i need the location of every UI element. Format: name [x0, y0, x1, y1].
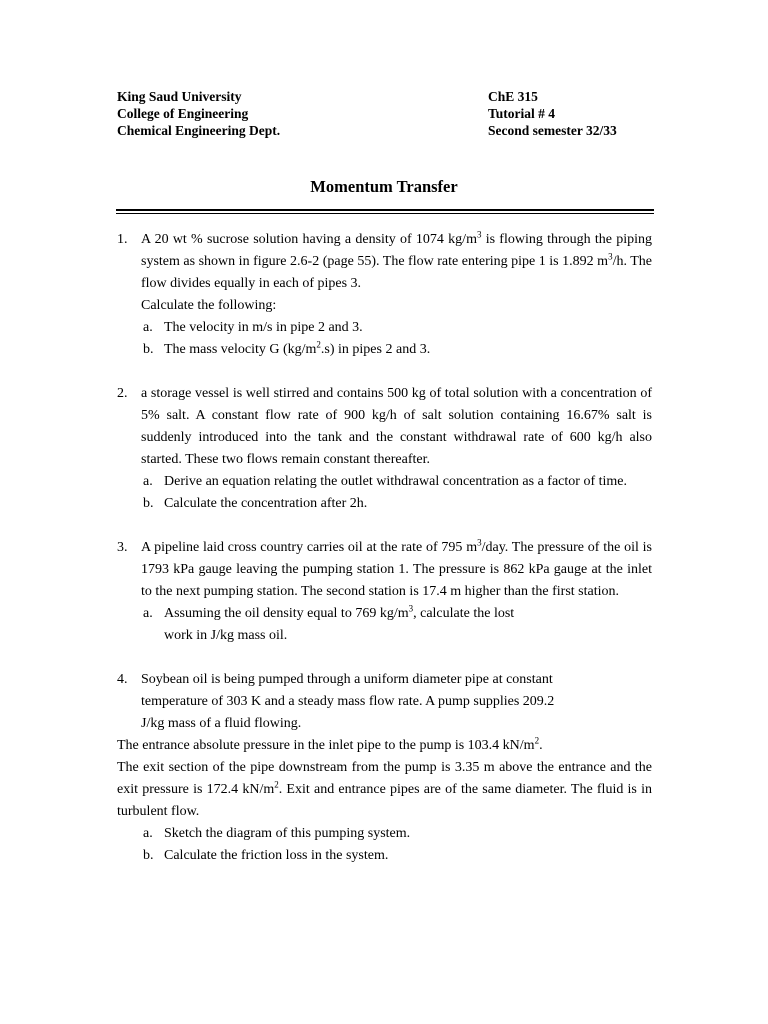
question-number: 1.: [117, 232, 128, 247]
question-number: 2.: [117, 386, 128, 401]
question-number: 3.: [117, 540, 128, 555]
question-list: [117, 229, 652, 867]
sub-question-a: a. The velocity in m/s in pipe 2 and 3.: [143, 320, 363, 335]
question-1: [117, 229, 652, 361]
course-code: ChE 315: [488, 89, 538, 104]
question-text: a storage vessel is well stirred and contains 500 kg of total solution with a concentration of 5% salt. A constant flow rate of 900 kg/h of salt solution containing 16.67% salt is suddenly introduced into the tank and the constant withdrawal rate of 600 kg/h also started. These two flows remain constant thereafter.: [141, 386, 652, 467]
header-course: [488, 88, 617, 139]
tutorial-number: Tutorial # 4: [488, 106, 556, 121]
sub-question-a: a. Sketch the diagram of this pumping system.: [143, 826, 411, 841]
sub-question-b: b. The mass velocity G $(kg/m^2.s)$ in pipes 2 and 3.: [143, 339, 431, 357]
question-text-line: J/kg mass of a fluid flowing.: [141, 716, 302, 731]
sub-question-b: b. Calculate the concentration after 2h.: [143, 496, 368, 511]
exit-section-text: The exit section of the pipe downstream from the pump is 3.35 m above the entrance and the exit pressure is 172.4 $kN/m^2$. Exit and entrance pipes are of the same diameter. The fluid is in turbulent flow.: [117, 760, 652, 819]
page-title: Momentum Transfer: [310, 177, 458, 196]
title-rule-thick: [116, 209, 654, 211]
sub-question-a: a. Derive an equation relating the outlet withdrawal concentration as a factor of time.: [143, 474, 627, 489]
question-3: [117, 537, 652, 647]
college-name: College of Engineering: [117, 106, 249, 121]
calculate-prompt: Calculate the following:: [141, 298, 277, 313]
sub-question-b: b. Calculate the friction loss in the system.: [143, 848, 389, 863]
question-text-line: temperature of 303 K and a steady mass flow rate. A pump supplies 209.2: [141, 694, 555, 709]
department-name: Chemical Engineering Dept.: [117, 123, 281, 138]
sub-question-a: a. Assuming the oil density equal to 769 $kg/m^3$, calculate the lost work in J/kg mass oil.: [143, 603, 515, 643]
question-text: A 20 wt % sucrose solution having a density of 1074 $kg/m^3$ is flowing through the piping system as shown in figure 2.6-2 (page 55). The flow rate entering pipe 1 is 1.892 $m^3/h$. The flow divides equally in each of pipes 3.: [141, 229, 653, 291]
header-institution: [117, 88, 280, 139]
question-text-line: Soybean oil is being pumped through a uniform diameter pipe at constant: [141, 672, 553, 687]
semester: Second semester 32/33: [488, 123, 617, 138]
question-4: [117, 669, 652, 867]
question-2: [117, 383, 652, 515]
title-rule-thin: [116, 213, 654, 214]
question-number: 4.: [117, 672, 128, 687]
question-text: A pipeline laid cross country carries oil at the rate of 795 $m^3$/day. The pressure of the oil is 1793 kPa gauge leaving the pumping station 1. The pressure is 862 kPa gauge at the inlet to the next pumping station. The second station is 17.4 m higher than the first station.: [141, 537, 652, 599]
university-name: King Saud University: [117, 89, 242, 104]
inlet-pressure-text: The entrance absolute pressure in the inlet pipe to the pump is 103.4 $kN/m^2$.: [117, 735, 543, 753]
